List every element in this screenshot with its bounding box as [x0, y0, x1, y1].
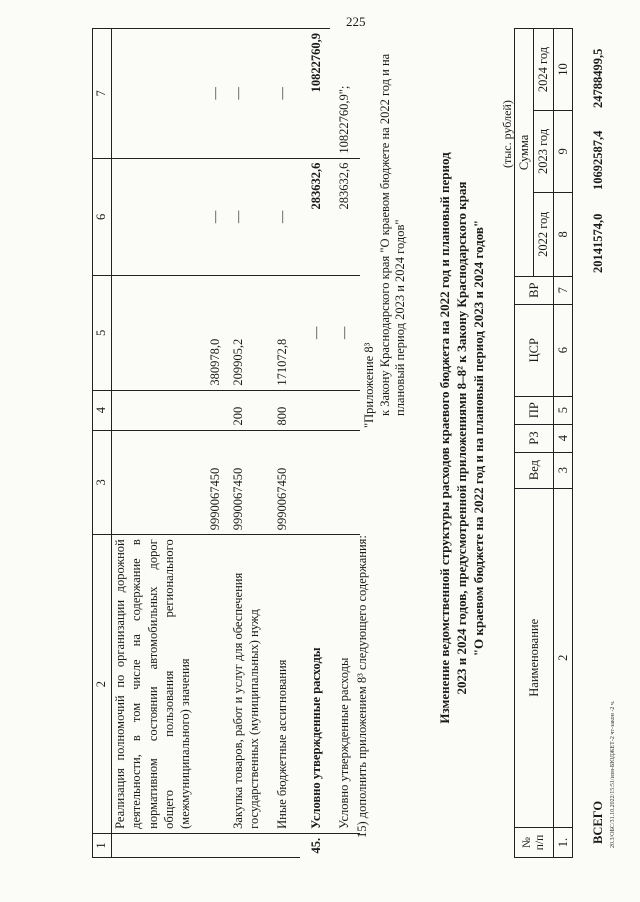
row-sum-7: —: [224, 29, 268, 159]
col-header-6: 6: [93, 158, 112, 276]
row-sum-5: 209905,2: [224, 276, 268, 391]
row-csr: 9990067450: [268, 430, 300, 535]
row-sum-6: —: [268, 158, 300, 276]
table-header-row: [515, 29, 534, 858]
table-row: [268, 29, 300, 858]
heading-line-3: "О краевом бюджете на 2022 год и на плановый период 2023 и 2024 годов": [470, 219, 486, 657]
row-csr: [300, 430, 330, 535]
row-csr: [330, 430, 360, 535]
appendix-caption: [362, 48, 409, 428]
col-header-2023: 2023 год: [534, 110, 553, 192]
table-row: [112, 29, 224, 858]
col-header-2024: 2024 год: [534, 29, 553, 111]
table-row: [300, 29, 330, 858]
row-sum-6: —: [224, 158, 268, 276]
index-cell: 3: [553, 452, 572, 488]
total-label: ВСЕГО: [591, 800, 605, 844]
col-header-pr: ПР: [515, 396, 554, 424]
row-vr: [330, 390, 360, 430]
row-name: Условно утвержденные расходы: [300, 535, 330, 834]
heading-line-2: 2023 и 2024 годов, предусмотренной приложениями 8–8² к Закону Краснодарского края: [453, 181, 469, 695]
row-num: [112, 833, 224, 857]
col-header-1: 1: [93, 833, 112, 857]
row-sum-5: —: [300, 276, 330, 391]
table-header-row: [93, 29, 112, 858]
col-header-5: 5: [93, 276, 112, 391]
col-header-4: 4: [93, 390, 112, 430]
expenditure-table: [514, 28, 573, 858]
index-cell: 1.: [553, 828, 572, 858]
table-index-row: [553, 29, 572, 858]
appendix-subtitle: к Закону Краснодарского края "О краевом бюджете на 2022 год и на плановый период 2023 и 2024 годов": [377, 53, 408, 416]
row-sum-7: 10822760,9";: [336, 85, 351, 154]
col-header-name: Наименование: [515, 488, 554, 827]
col-header-sum: Сумма: [515, 29, 534, 277]
row-sum-7: 10822760,9: [300, 29, 330, 159]
col-header-2022: 2022 год: [534, 192, 553, 276]
appendix-title: "Приложение 8³: [362, 342, 376, 428]
row-vr: 200: [224, 390, 268, 430]
row-vr: 800: [268, 390, 300, 430]
col-header-num: № п/п: [515, 828, 554, 858]
row-vr: [112, 390, 224, 430]
col-header-ved: Вед: [515, 452, 554, 488]
index-cell: 2: [553, 488, 572, 827]
document-heading: [437, 58, 488, 818]
row-name: Реализация полномочий по организации дорожной деятельности, в том числе на содержание в нормативном состоянии автомобильных дорог общего пользования регионального (межмуниципального) значения: [112, 535, 224, 834]
col-header-csr: ЦСР: [515, 304, 554, 396]
col-header-2: 2: [93, 535, 112, 834]
total-2024: 24788499,5: [591, 48, 605, 108]
table-row: [224, 29, 268, 858]
row-sum-5: 171072,8: [268, 276, 300, 391]
row-sum-5: —: [330, 276, 360, 391]
col-header-rz: РЗ: [515, 424, 554, 452]
index-cell: 10: [553, 29, 572, 111]
row-sum-6: 283632,6: [300, 158, 330, 276]
item-15-text: 15) дополнить приложением 8³ следующего содержания:: [355, 535, 369, 838]
row-csr: 9990067450: [224, 430, 268, 535]
rotated-page: [92, 28, 612, 858]
row-num: [268, 833, 300, 857]
row-name: Условно утвержденные расходы: [330, 535, 360, 834]
row-num: [224, 833, 268, 857]
heading-line-1: Изменение ведомственной структуры расходов краевого бюджета на 2022 год и плановый период: [437, 152, 452, 724]
row-csr: 9990067450: [112, 430, 224, 535]
total-2023: 10692587,4: [591, 130, 605, 190]
row-num: 45.: [308, 837, 323, 854]
row-sum-5: 380978,0: [112, 276, 224, 391]
index-cell: 4: [553, 424, 572, 452]
footer-code: 20.3/OБС/31.10.2022/15:51/изм-БЮДЖЕТ-2 чт-закон -2 ч.: [610, 700, 616, 848]
row-vr: [300, 390, 330, 430]
row-sum-6: 283632,6: [330, 158, 360, 276]
total-row: [588, 28, 606, 858]
table-continuation: [92, 28, 360, 858]
col-header-3: 3: [93, 430, 112, 535]
page-number: 225: [346, 14, 366, 29]
col-header-7: 7: [93, 29, 112, 159]
col-header-vr: ВР: [515, 276, 554, 304]
total-2022: 20141574,0: [591, 213, 605, 273]
index-cell: 7: [553, 276, 572, 304]
row-sum-7: —: [268, 29, 300, 159]
index-cell: 5: [553, 396, 572, 424]
index-cell: 9: [553, 110, 572, 192]
units-label: (тыс. рублей): [500, 100, 514, 168]
index-cell: 8: [553, 192, 572, 276]
row-sum-6: —: [112, 158, 224, 276]
row-sum-7: —: [112, 29, 224, 159]
index-cell: 6: [553, 304, 572, 396]
row-name: Закупка товаров, работ и услуг для обеспечения государственных (муниципальных) нужд: [224, 535, 268, 834]
row-name: Иные бюджетные ассигнования: [268, 535, 300, 834]
